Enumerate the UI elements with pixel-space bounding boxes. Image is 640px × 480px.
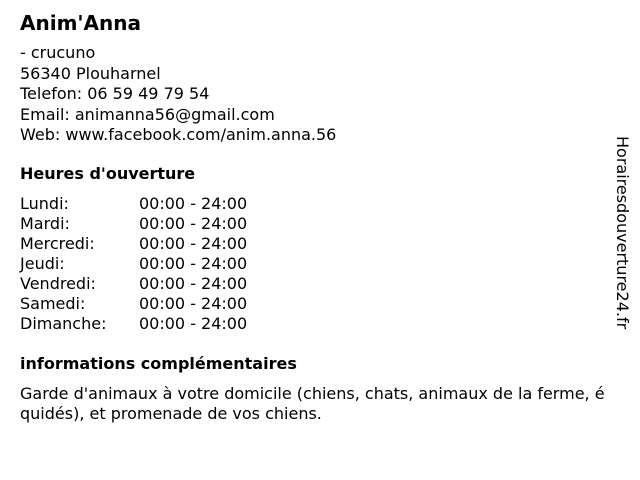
hours-time: 00:00 - 24:00	[139, 294, 248, 313]
hours-time: 00:00 - 24:00	[139, 314, 248, 333]
hours-time: 00:00 - 24:00	[139, 274, 248, 293]
business-name: Anim'Anna	[20, 11, 141, 35]
watermark-text: Horairesdouverture24.fr	[613, 136, 632, 330]
hours-day: Jeudi:	[20, 254, 65, 273]
hours-time: 00:00 - 24:00	[139, 194, 248, 213]
hours-time: 00:00 - 24:00	[139, 214, 248, 233]
hours-day: Mercredi:	[20, 234, 95, 253]
hours-time: 00:00 - 24:00	[139, 234, 248, 253]
hours-day: Mardi:	[20, 214, 70, 233]
hours-time: 00:00 - 24:00	[139, 254, 248, 273]
site-watermark	[612, 136, 632, 356]
contact-block	[20, 43, 336, 146]
hours-day: Dimanche:	[20, 314, 107, 333]
hours-day: Vendredi:	[20, 274, 96, 293]
web-line: Web: www.facebook.com/anim.anna.56	[20, 125, 337, 144]
phone-line: Telefon: 06 59 49 79 54	[20, 84, 210, 103]
hours-day: Samedi:	[20, 294, 86, 313]
address-line-2: 56340 Plouharnel	[20, 63, 161, 83]
additional-info-heading: informations complémentaires	[20, 354, 297, 373]
email-line: Email: animanna56@gmail.com	[20, 104, 275, 124]
hours-day: Lundi:	[20, 194, 69, 213]
opening-hours-heading: Heures d'ouverture	[20, 164, 196, 183]
address-line-1: - crucuno	[20, 43, 96, 62]
additional-info-text: Garde d'animaux à votre domicile (chiens, chats, animaux de la ferme, équidés), et promenade de vos chiens.	[20, 384, 605, 423]
